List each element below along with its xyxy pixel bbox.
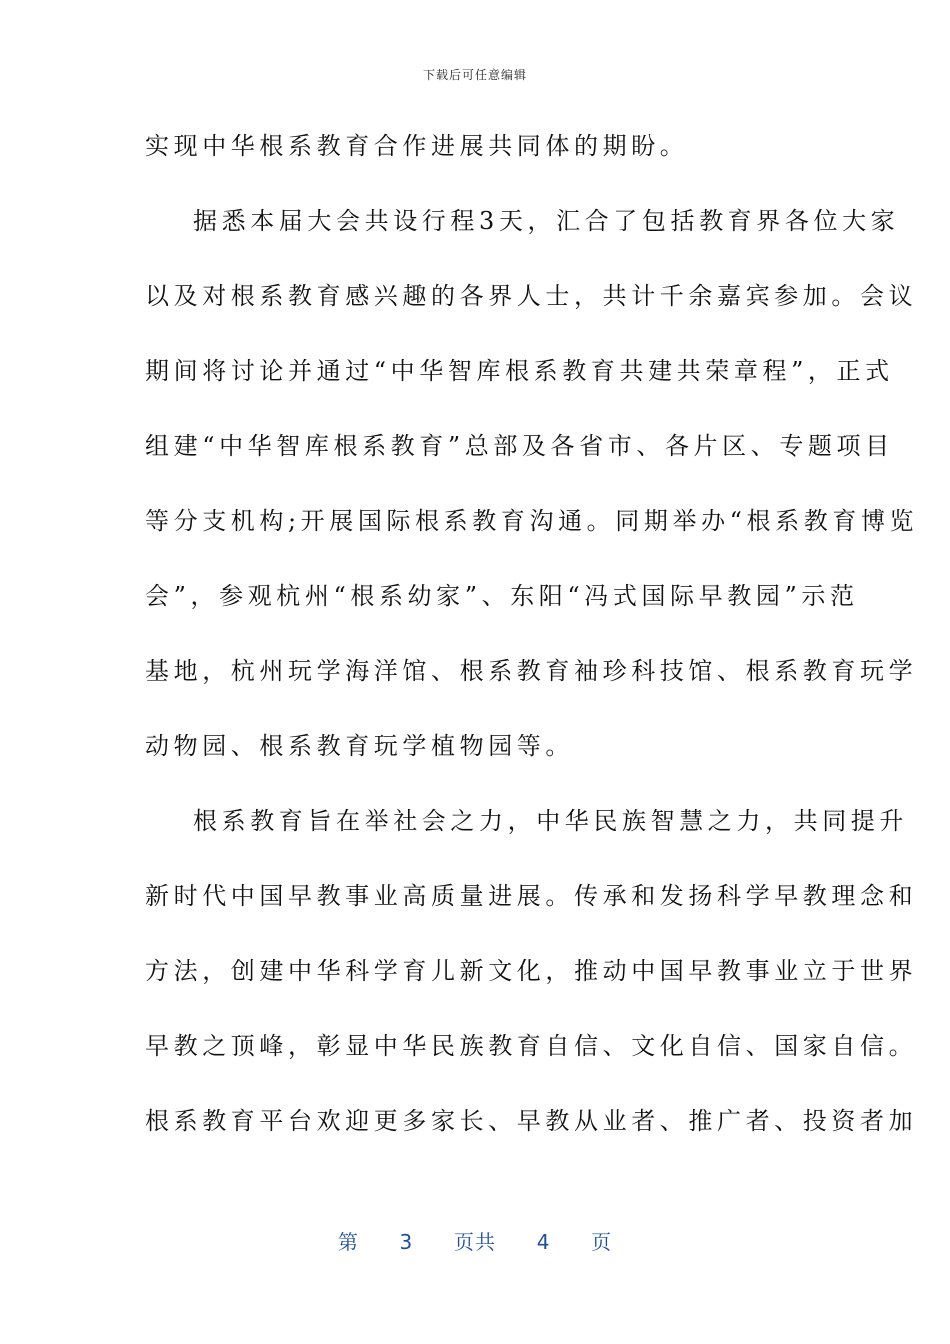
text-line: 方法，创建中华科学育儿新文化，推动中国早教事业立于世界	[145, 957, 918, 985]
text-line: 根系教育平台欢迎更多家长、早教从业者、推广者、投资者加	[145, 1107, 918, 1135]
text-line: 期间将讨论并通过“中华智库根系教育共建共荣章程”，正式	[145, 357, 894, 385]
header-note: 下载后可任意编辑	[422, 68, 527, 82]
current-page-number: 3	[399, 1230, 414, 1254]
text-line: 基地，杭州玩学海洋馆、根系教育袖珍科技馆、根系教育玩学	[145, 657, 918, 685]
page-footer	[0, 1226, 950, 1255]
text-line: 会”，参观杭州“根系幼家”、东阳“冯式国际早教园”示范	[145, 582, 859, 610]
footer-suffix: 页	[591, 1230, 613, 1254]
text-line: 新时代中国早教事业高质量进展。传承和发扬科学早教理念和	[145, 882, 918, 910]
total-pages-number: 4	[536, 1230, 551, 1254]
paragraph-start-line: 据悉本届大会共设行程3天，汇合了包括教育界各位大家	[193, 207, 900, 235]
text-line: 组建“中华智库根系教育”总部及各省市、各片区、专题项目	[145, 432, 894, 460]
text-line: 早教之顶峰，彰显中华民族教育自信、文化自信、国家自信。	[145, 1032, 918, 1060]
text-line: 实现中华根系教育合作进展共同体的期盼。	[145, 132, 689, 160]
text-line: 等分支机构;开展国际根系教育沟通。同期举办“根系教育博览	[145, 507, 919, 535]
paragraph-start-line: 根系教育旨在举社会之力，中华民族智慧之力，共同提升	[193, 807, 908, 835]
text-line: 动物园、根系教育玩学植物园等。	[145, 732, 574, 760]
footer-middle: 页共	[454, 1230, 496, 1254]
text-line: 以及对根系教育感兴趣的各界人士，共计千余嘉宾参加。会议	[145, 282, 918, 310]
body-text	[145, 128, 919, 1178]
footer-prefix: 第	[337, 1230, 359, 1254]
